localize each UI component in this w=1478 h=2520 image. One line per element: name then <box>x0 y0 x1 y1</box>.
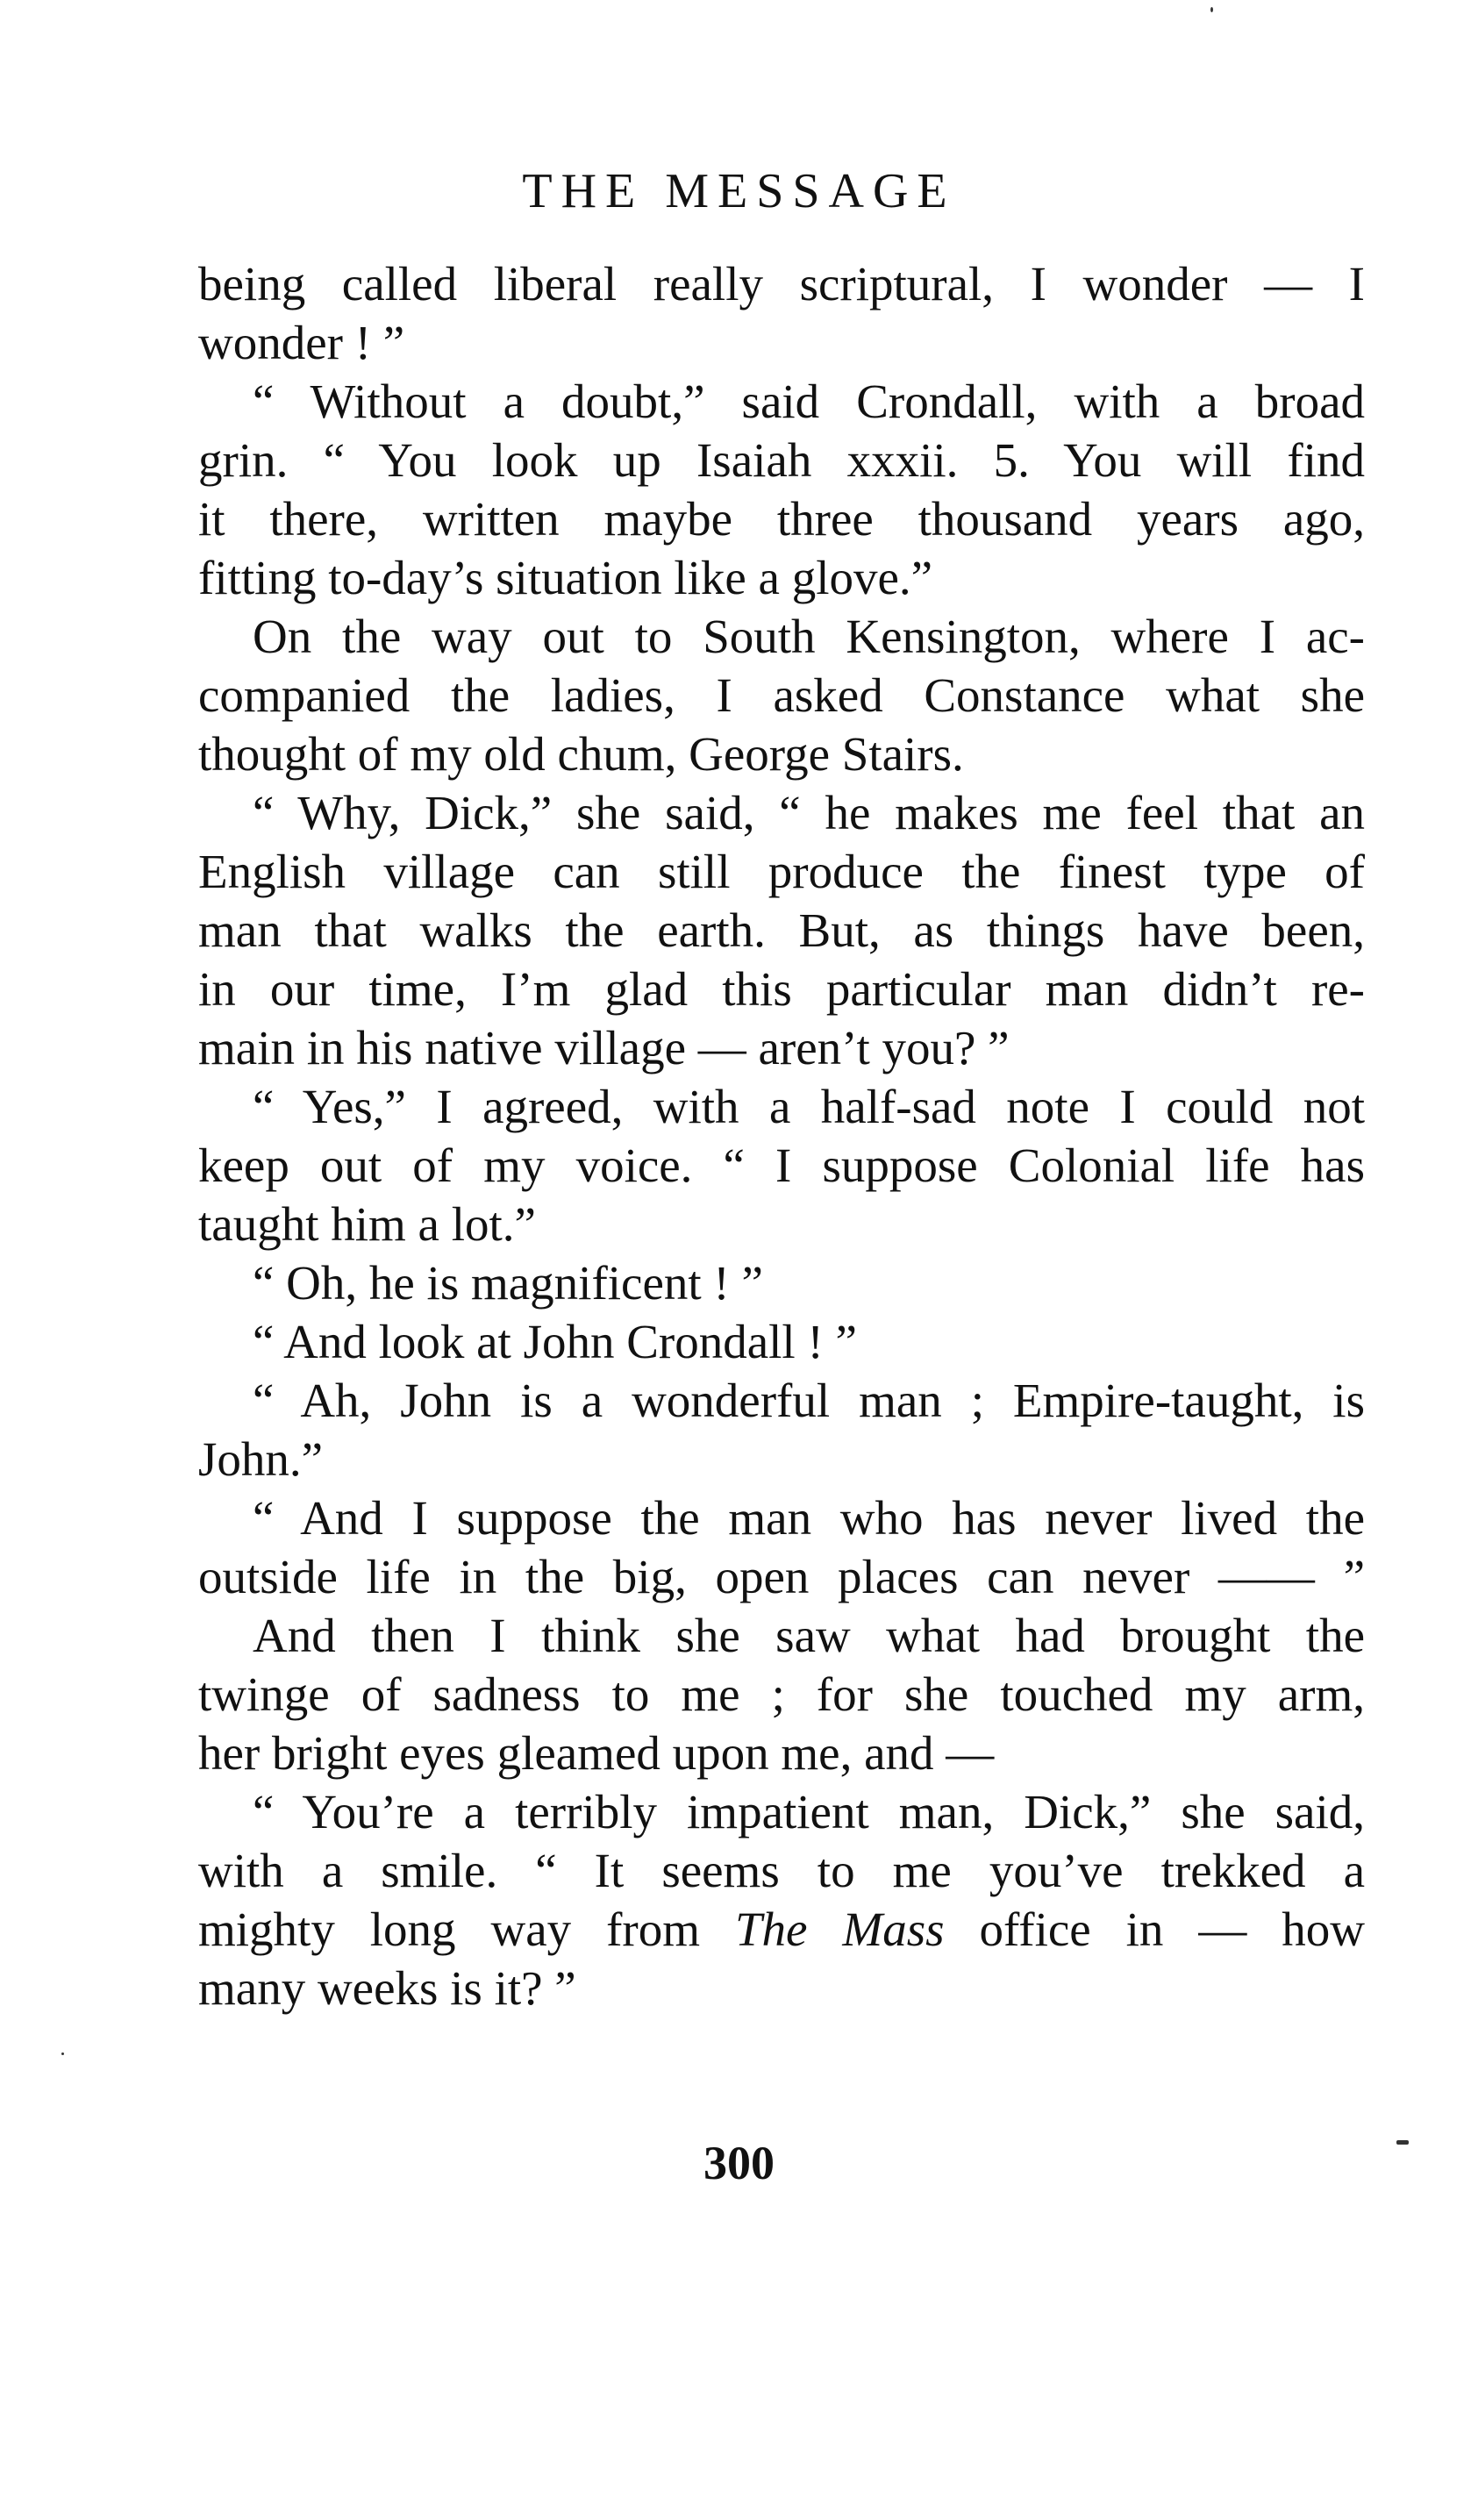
text-segment: mighty long way from <box>198 1902 735 1956</box>
text-line: being called liberal really scriptural, I wonder — I <box>198 257 1365 311</box>
text-line: taught him a lot.” <box>198 1197 536 1251</box>
text-line: “ You’re a terribly impatient man, Dick,” she said, <box>253 1785 1365 1838</box>
text-line: John.” <box>198 1432 324 1486</box>
text-line <box>198 1900 1365 1959</box>
text-line: wonder ! ” <box>198 316 405 369</box>
text-line: English village can still produce the finest type of <box>198 845 1365 898</box>
text-line: many weeks is it? ” <box>198 1961 576 2015</box>
text-line: companied the ladies, I asked Constance what she <box>198 668 1365 722</box>
text-line: it there, written maybe three thousand years ago, <box>198 492 1365 546</box>
text-line: main in his native village — aren’t you? ” <box>198 1021 1010 1074</box>
running-head: THE MESSAGE <box>522 164 956 218</box>
paper-speck <box>1210 7 1213 12</box>
text-line: twinge of sadness to me ; for she touched my arm, <box>198 1667 1365 1721</box>
text-line: keep out of my voice. “ I suppose Colonial life has <box>198 1139 1365 1192</box>
text-line: “ Oh, he is magnificent ! ” <box>253 1256 763 1310</box>
page-number: 300 <box>703 2137 775 2189</box>
text-line: grin. “ You look up Isaiah xxxii. 5. You will find <box>198 433 1365 487</box>
paper-speck <box>61 2052 64 2055</box>
text-line: her bright eyes gleamed upon me, and — <box>198 1726 995 1780</box>
text-line: “ Why, Dick,” she said, “ he makes me feel that an <box>253 786 1365 839</box>
text-line: And then I think she saw what had brought the <box>253 1609 1365 1662</box>
text-line: fitting to-day’s situation like a glove.” <box>198 551 933 604</box>
italic-title: The Mass <box>734 1902 945 1956</box>
text-line: “ Without a doubt,” said Crondall, with a broad <box>253 375 1365 428</box>
text-line: in our time, I’m glad this particular man didn’t re- <box>198 962 1365 1016</box>
text-line: “ And I suppose the man who has never lived the <box>253 1491 1365 1545</box>
text-line: On the way out to South Kensington, where I ac- <box>253 610 1365 663</box>
text-segment: office in — how <box>944 1902 1365 1956</box>
paper-speck <box>1396 2140 1409 2145</box>
text-line: “ Ah, John is a wonderful man ; Empire-taught, is <box>253 1374 1365 1427</box>
text-line: with a smile. “ It seems to me you’ve trekked a <box>198 1844 1365 1897</box>
text-line: man that walks the earth. But, as things have been, <box>198 903 1365 957</box>
text-line: outside life in the big, open places can never —— ” <box>198 1550 1365 1603</box>
text-line: “ And look at John Crondall ! ” <box>253 1315 857 1368</box>
text-line: “ Yes,” I agreed, with a half-sad note I could not <box>253 1080 1365 1133</box>
text-line: thought of my old chum, George Stairs. <box>198 727 964 781</box>
